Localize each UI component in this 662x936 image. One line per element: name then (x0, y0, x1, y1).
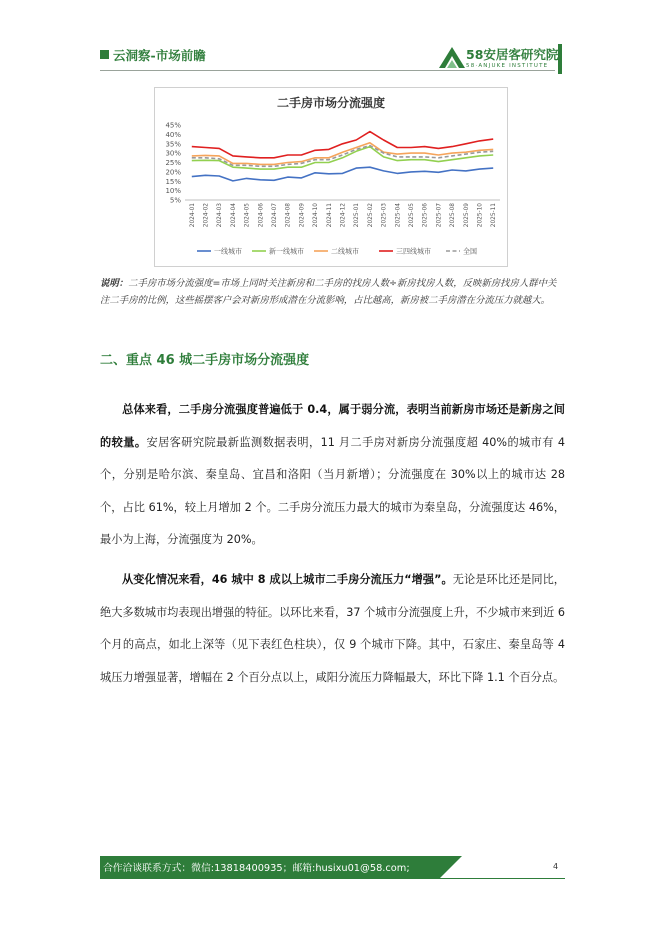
x-tick-label: 2025-10 (477, 203, 484, 228)
series-line (192, 167, 493, 181)
y-tick-label: 40% (165, 130, 181, 139)
logo-mark-icon (437, 42, 467, 72)
x-tick-label: 2024-06 (258, 203, 265, 228)
y-tick-label: 35% (165, 140, 181, 149)
paragraph-body: 无论是环比还是同比，绝大多数城市均表现出增强的特征。以环比来看，37 个城市分流强度上升，不少城市来到近 6 个月的高点，如北上深等（见下表红色柱块），仅 9 个城市下降。其中，石家庄、秦皇岛等 4 城压力增强显著，增幅在 2 个百分点以上，咸阳分流压力降幅最大，环比下降 1.1 个百分点。 (100, 573, 565, 684)
section-heading: 二、重点 46 城二手房市场分流强度 (100, 353, 310, 368)
header-title: 云洞察-市场前瞻 (113, 48, 206, 63)
header-accent-bar (558, 44, 562, 74)
paragraph-change (100, 564, 565, 694)
x-tick-label: 2024-05 (244, 203, 251, 228)
line-chart (155, 88, 507, 266)
legend-label: 全国 (463, 247, 477, 256)
header-divider (100, 70, 555, 71)
footer-band-corner (440, 856, 462, 878)
y-tick-label: 45% (165, 121, 181, 130)
header-marker (100, 50, 109, 59)
y-tick-label: 10% (165, 187, 181, 196)
x-tick-label: 2025-11 (491, 203, 498, 228)
chart-panel (154, 87, 508, 267)
footer-divider (100, 878, 565, 879)
y-tick-label: 30% (165, 149, 181, 158)
x-tick-label: 2024-09 (299, 203, 306, 228)
x-tick-label: 2025-03 (381, 203, 388, 228)
y-tick-label: 20% (165, 168, 181, 177)
note-text: 二手房市场分流强度=市场上同时关注新房和二手房的找房人数÷新房找房人数，反映新房找房人群中关注二手房的比例，这些摇摆客户会对新房形成潜在分流影响，占比越高，新房被二手房潜在分流压力就越大。 (100, 278, 557, 306)
x-tick-label: 2025-08 (450, 203, 457, 228)
paragraph-overview (100, 394, 565, 557)
paragraph-lead: 从变化情况来看，46 城中 8 成以上城市二手房分流压力“增强”。 (122, 573, 453, 586)
footer-contact: 合作洽谈联系方式：微信:13818400935；邮箱:husixu01@58.com; (103, 863, 410, 874)
x-tick-label: 2025-06 (422, 203, 429, 228)
x-tick-label: 2025-07 (436, 203, 443, 228)
x-tick-label: 2024-11 (326, 203, 333, 228)
x-tick-label: 2024-08 (285, 203, 292, 228)
x-tick-label: 2025-01 (354, 203, 361, 228)
logo-subtext: 58·ANJUKE INSTITUTE (466, 63, 549, 69)
x-tick-label: 2024-03 (217, 203, 224, 228)
chart-title: 二手房市场分流强度 (276, 96, 385, 110)
page-number: 4 (553, 862, 559, 871)
legend-label: 一线城市 (214, 247, 242, 256)
y-tick-label: 15% (165, 177, 181, 186)
logo-text: 58安居客研究院 (466, 47, 559, 62)
x-tick-label: 2024-04 (230, 203, 237, 228)
chart-note (100, 275, 565, 309)
legend-label: 三四线城市 (396, 247, 431, 256)
x-tick-label: 2024-12 (340, 203, 347, 228)
paragraph-body: 安居客研究院最新监测数据表明，11 月二手房对新房分流强度超 40%的城市有 4 个，分别是哈尔滨、秦皇岛、宜昌和洛阳（当月新增）；分流强度在 30%以上的城市达 28 个，占比 61%，较上月增加 2 个。二手房分流压力最大的城市为秦皇岛，分流强度达 46%，最小为上海，分流强度为 20%。 (100, 435, 565, 547)
x-tick-label: 2025-02 (367, 203, 374, 228)
legend-label: 新一线城市 (269, 247, 304, 256)
series-line (192, 143, 493, 165)
x-tick-label: 2024-02 (203, 203, 210, 228)
x-tick-label: 2025-09 (463, 203, 470, 228)
x-tick-label: 2024-07 (272, 203, 279, 228)
paragraph-lead: 总体来看，二手房分流强度普遍低于 0.4，属于弱分流，表明当前新房市场还是新房之间的较量。 (100, 403, 565, 449)
x-tick-label: 2025-05 (408, 203, 415, 228)
note-label: 说明： (100, 278, 129, 289)
y-tick-label: 5% (169, 196, 181, 205)
x-tick-label: 2025-04 (395, 202, 402, 228)
legend-label: 二线城市 (331, 247, 359, 256)
x-tick-label: 2024-01 (189, 203, 196, 228)
y-tick-label: 25% (165, 159, 181, 167)
x-tick-label: 2024-10 (313, 203, 320, 228)
